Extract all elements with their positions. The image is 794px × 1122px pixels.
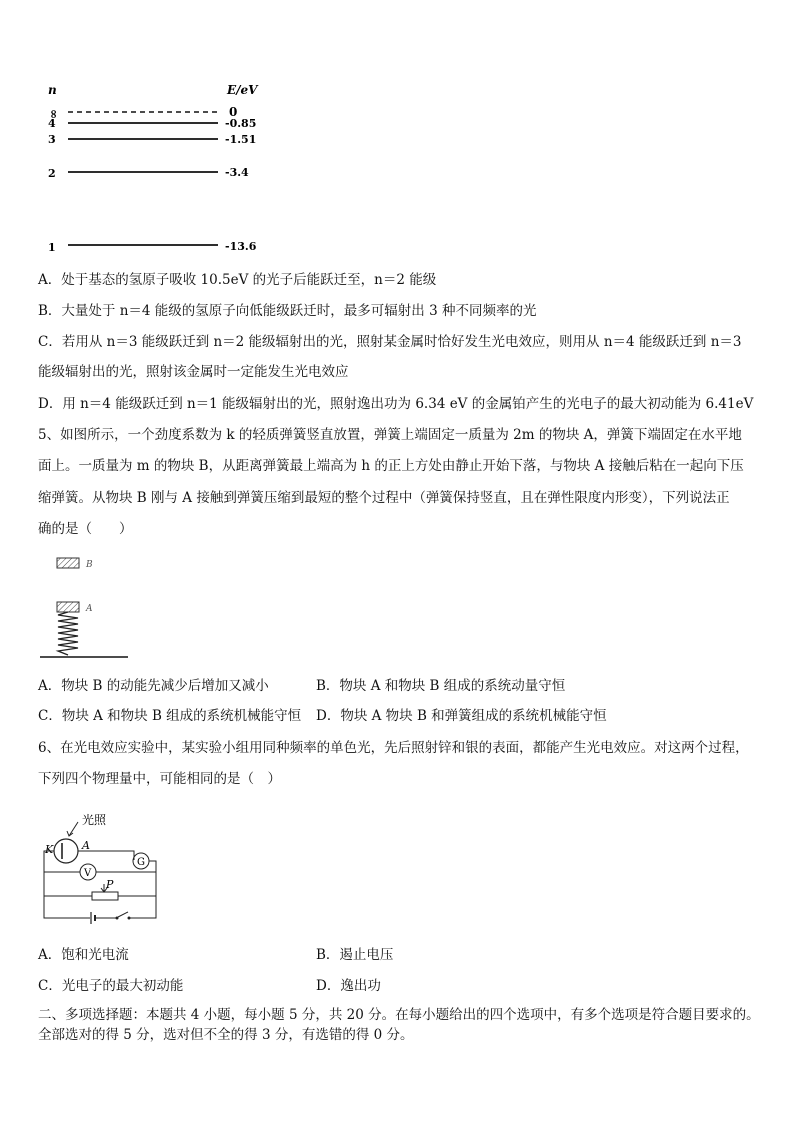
energy-level-diagram: [30, 76, 290, 261]
level-n-1: 1: [48, 241, 56, 254]
phototube: [54, 839, 78, 863]
level-n-3: 3: [48, 133, 56, 146]
level-n-2: 2: [48, 167, 56, 180]
q6-option-a: A．饱和光电流: [38, 947, 129, 963]
q4-option-c-line1: C．若用从 n＝3 能级跃迁到 n＝2 能级辐射出的光，照射某金属时恰好发生光电效应，则用从 n＝4 能级跃迁到 n＝3: [38, 334, 742, 350]
q4-option-d: D．用 n＝4 能级跃迁到 n＝1 能级辐射出的光，照射逸出功为 6.34 eV 的金属铂产生的光电子的最大初动能为 6.41eV: [38, 396, 754, 412]
wire-right: [130, 861, 156, 918]
q5-option-d: D．物块 A 物块 B 和弹簧组成的系统机械能守恒: [316, 708, 607, 724]
block-b: [57, 558, 79, 568]
section2-instructions-line1: 二、多项选择题：本题共 4 小题，每小题 5 分，共 20 分。在每小题给出的四个选项中，有多个选项是符合题目要求的。: [38, 1007, 760, 1023]
q5-stem-line1: 5、如图所示，一个劲度系数为 k 的轻质弹簧竖直放置，弹簧上端固定一质量为 2m 的物块 A，弹簧下端固定在水平地: [38, 427, 742, 443]
galvanometer-label: G: [137, 857, 145, 868]
q6-option-b: B．遏止电压: [316, 947, 394, 963]
level-n-inf: ∞: [47, 109, 61, 119]
q5-option-a: A．物块 B 的动能先减少后增加又减小: [38, 678, 269, 694]
q5-stem-line4: 确的是（ ）: [38, 521, 133, 537]
energy-axis-label: E/eV: [227, 83, 258, 97]
section2-instructions-line2: 全部选对的得 5 分，选对但不全的得 3 分，有选错的得 0 分。: [38, 1027, 414, 1043]
q5-option-c: C．物块 A 和物块 B 组成的系统机械能守恒: [38, 708, 302, 724]
n-axis-label: n: [48, 83, 57, 97]
voltmeter-label: V: [84, 868, 92, 879]
spring: [58, 612, 78, 655]
level-energy-4: -0.85: [225, 117, 257, 130]
q5-option-b: B．物块 A 和物块 B 组成的系统动量守恒: [316, 678, 566, 694]
cathode-k-label: K: [45, 843, 54, 856]
level-energy-inf: 0: [229, 105, 238, 119]
q6-option-c: C．光电子的最大初动能: [38, 978, 184, 994]
q5-stem-line2: 面上。一质量为 m 的物块 B，从距离弹簧最上端高为 h 的正上方处由静止开始下落，与物块 A 接触后粘在一起向下压: [38, 458, 744, 474]
spring-block-diagram: [38, 552, 138, 662]
level-energy-3: -1.51: [225, 133, 257, 146]
q5-stem-line3: 缩弹簧。从物块 B 刚与 A 接触到弹簧压缩到最短的整个过程中（弹簧保持竖直，且在弹性限度内形变），下列说法正: [38, 490, 730, 506]
slider-p-label: P: [106, 878, 114, 891]
q6-stem-line2: 下列四个物理量中，可能相同的是（ ）: [38, 771, 281, 787]
level-energy-1: -13.6: [225, 240, 257, 253]
wire-top: [78, 851, 134, 860]
switch-contact-right: [128, 917, 131, 920]
light-label: 光照: [82, 813, 107, 827]
wire-left: [44, 851, 90, 918]
block-b-label: B: [86, 560, 93, 570]
photoelectric-circuit-diagram: [38, 806, 163, 926]
light-arrow: [69, 822, 78, 836]
level-energy-2: -3.4: [225, 166, 249, 179]
q4-option-b: B．大量处于 n＝4 能级的氢原子向低能级跃迁时，最多可辐射出 3 种不同频率的光: [38, 303, 537, 319]
block-a: [57, 602, 79, 612]
q6-stem-line1: 6、在光电效应实验中，某实验小组用同种频率的单色光，先后照射锌和银的表面，都能产生光电效应。对这两个过程，: [38, 740, 749, 756]
switch-lever: [118, 912, 128, 917]
block-a-label: A: [86, 604, 93, 614]
q6-option-d: D．逸出功: [316, 978, 381, 994]
anode-a-label: A: [82, 839, 90, 852]
rheostat: [92, 892, 118, 900]
q4-option-a: A．处于基态的氢原子吸收 10.5eV 的光子后能跃迁至，n＝2 能级: [38, 272, 437, 288]
q4-option-c-line2: 能级辐射出的光，照射该金属时一定能发生光电效应: [38, 364, 349, 380]
level-n-4: 4: [48, 117, 56, 130]
